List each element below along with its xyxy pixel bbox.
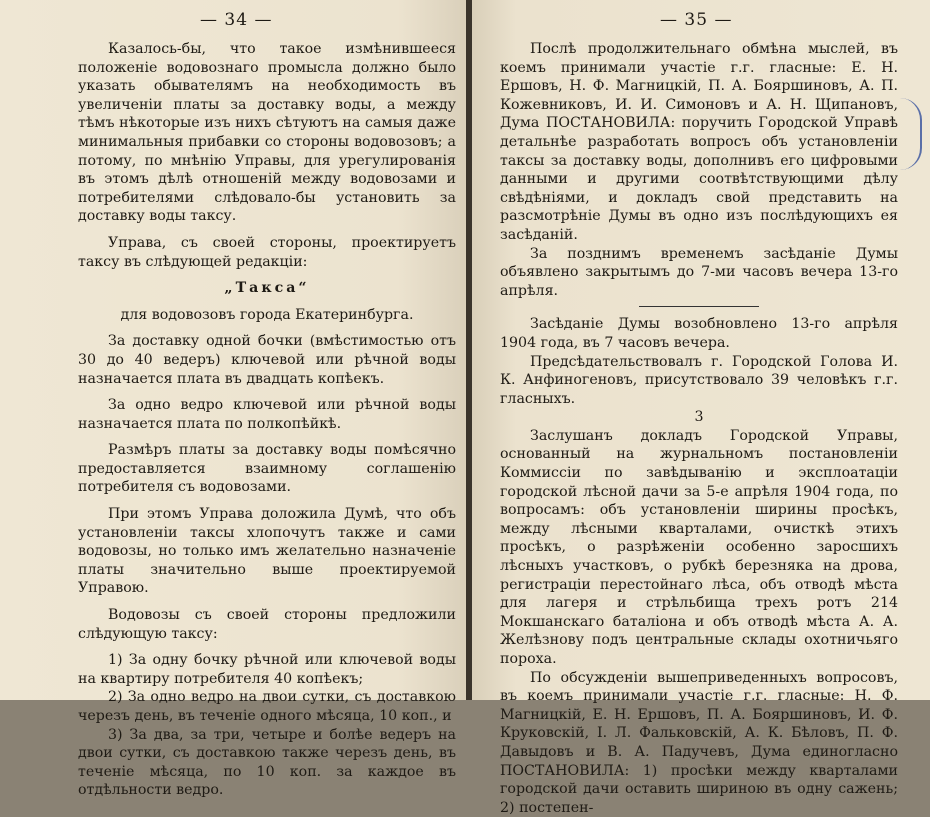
list-item: 3) За два, за три, четыре и болѣе ведеръ на двои сутки, съ доставкою также черезъ день, въ теченіе мѣсяца, по 10 коп. за каждое въ отдѣльности ведро. <box>78 726 456 799</box>
paragraph: По обсужденіи вышеприведенныхъ вопросовъ, въ коемъ принимали участіе г.г. гласные: Н. Ф. Магницкій, Е. Н. Ершовъ, П. А. Бояршиновъ, И. Ф. Круковскій, І. Л. Фальковскій, А. К. Бѣловъ, П. Ф. Давыдовъ и В. А. Падучевъ, Дума единогласно ПОСТАНОВИЛА: 1) просѣки между кварталами городской дачи оставить шириною въ одну сажень; 2) постепен- <box>500 669 898 816</box>
paragraph: Размѣръ платы за доставку воды помѣсячно предоставляется взаимному соглашенію потребителя съ водовозами. <box>78 442 456 496</box>
paragraph: Послѣ продолжительнаго обмѣна мыслей, въ коемъ принимали участіе г.г. гласные: Е. Н. Ершовъ, Н. Ф. Магницкій, П. А. Бояршиновъ, А. П. Кожевниковъ, И. И. Симоновъ и А. Н. Щипановъ, Дума ПОСТАНОВИЛА: поручить Городской Управѣ детальнѣе разработать вопросъ объ установленіи таксы за доставку воды, дополнивъ его цифровыми данными и другими соотвѣтствующими дѣлу свѣдѣніями, и докладъ свой представить на разсмотрѣніе Думы въ одно изъ послѣдующихъ ея засѣданій. <box>500 41 898 243</box>
tariff-subheading: для водовозовъ города Екатеринбурга. <box>120 306 414 323</box>
page-number-right: — 35 — <box>660 10 733 30</box>
paragraph: Предсѣдательствовалъ г. Городской Голова И. К. Анфиногеновъ, присутствовало 39 человѣкъ г.г. гласныхъ. <box>500 353 898 407</box>
paragraph: Водовозы съ своей стороны предложили слѣдующую таксу: <box>78 607 456 642</box>
paragraph: Засѣданіе Думы возобновлено 13-го апрѣля 1904 года, въ 7 часовъ вечера. <box>500 316 898 351</box>
list-item: 2) За одно ведро на двои сутки, съ доставкою черезъ день, въ теченіе одного мѣсяца, 10 коп., и <box>78 689 456 724</box>
margin-pen-mark <box>900 98 922 170</box>
paragraph: При этомъ Управа доложила Думѣ, что объ установленіи таксы хлопочутъ также и сами водовозы, но только имъ желательно назначеніе платы значительно выше проектируемой Управою. <box>78 506 456 597</box>
paragraph: Управа, съ своей стороны, проектируетъ таксу въ слѣдующей редакціи: <box>78 234 456 270</box>
book-gutter <box>466 0 472 700</box>
page-number-left: — 34 — <box>200 10 273 30</box>
paragraph: За позднимъ временемъ засѣданіе Думы объявлено закрытымъ до 7-ми часовъ вечера 13-го апрѣля. <box>500 245 898 299</box>
left-page <box>0 0 468 799</box>
section-divider <box>639 306 759 307</box>
tariff-heading: „Такса“ <box>224 280 310 297</box>
paragraph: За доставку одной бочки (вмѣстимостью отъ 30 до 40 ведеръ) ключевой или рѣчной воды назначается плата въ двадцать копѣекъ. <box>78 333 456 387</box>
paragraph: За одно ведро ключевой или рѣчной воды назначается плата по полкопѣйкѣ. <box>78 397 456 432</box>
right-page <box>470 0 930 816</box>
list-item: 1) За одну бочку рѣчной или ключевой воды на квартиру потребителя 40 копѣекъ; <box>78 652 456 687</box>
left-page-text <box>78 40 456 800</box>
right-page-text <box>500 40 898 817</box>
paragraph: Казалось-бы, что такое измѣнившееся положеніе водовознаго промысла должно было указать обывателямъ на необходимость въ увеличеніи платы за доставку воды, а между тѣмъ нѣкоторые изъ нихъ сѣтуютъ на самыя даже минимальныя прибавки со стороны водовозовъ; а потому, по мнѣнію Управы, для урегулированія въ этомъ дѣлѣ отношеній между водовозами и потребителями слѣдовало-бы установить за доставку воды таксу. <box>78 41 456 225</box>
section-number: 3 <box>694 409 704 426</box>
paragraph: Заслушанъ докладъ Городской Управы, основанный на журнальномъ постановленіи Коммиссіи по завѣдыванію и эксплоатаціи городской лѣсной дачи за 5-е апрѣля 1904 года, по вопросамъ: объ установленіи ширины просѣкъ, между лѣсными кварталами, очисткѣ этихъ просѣкъ, о разрѣженіи особенно заросшихъ лѣсныхъ участковъ, о рубкѣ березняка на дрова, регистраціи перестойнаго лѣса, объ отводѣ мѣста для лагеря и стрѣльбища трехъ ротъ 214 Мокшанскаго баталіона и объ отводѣ мѣста А. А. Желѣзнову подъ центральные склады охотничьяго пороха. <box>500 427 898 667</box>
